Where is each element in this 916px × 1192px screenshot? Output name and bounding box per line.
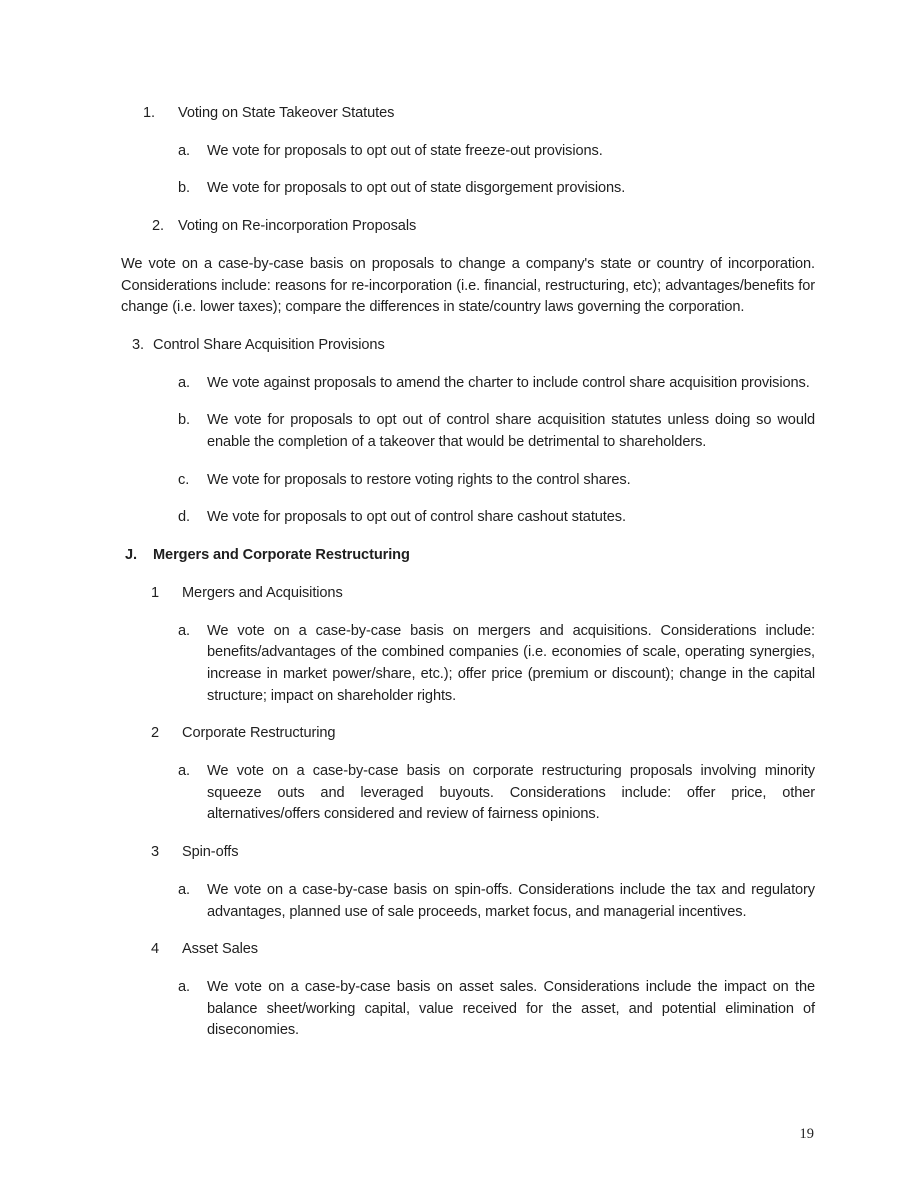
list-item-marker: a. (178, 881, 190, 898)
list-item-text: Voting on State Takeover Statutes (178, 105, 395, 121)
list-item-marker: a. (178, 142, 190, 159)
section-heading (121, 545, 815, 567)
paragraph: We vote on a case-by-case basis on proposals to change a company's state or country of incorporation. Considerations include: reasons for re-incorporation (i.e. financial, restructuring, etc); advantages/benefits for change (i.e. lower taxes); compare the differences in state/country laws governing the corporation. (121, 255, 815, 316)
list-item-text: We vote for proposals to restore voting rights to the control shares. (207, 471, 631, 488)
list-item-marker: 3 (151, 844, 160, 861)
list-item-marker: 4 (151, 941, 160, 958)
list-item-text: We vote for proposals to opt out of state disgorgement provisions. (207, 180, 626, 197)
list-item-text: We vote for proposals to opt out of state freeze-out provisions. (207, 142, 603, 159)
section-heading-text: Mergers and Corporate Restructuring (153, 547, 410, 564)
list-item-text: We vote on a case-by-case basis on mergers and acquisitions. Considerations include: benefits/advantages of the combined companies (i.e. economies of scale, operating synergies, increase in market power/share, etc.); offer price (premium or discount); change in the capital structure; impact on shareholder rights. (207, 622, 815, 704)
list-item (121, 410, 815, 453)
list-item-text: We vote against proposals to amend the charter to include control share acquisition provisions. (207, 374, 810, 391)
list-item (121, 621, 815, 708)
document-body (121, 103, 815, 1058)
list-item-marker: c. (178, 471, 190, 488)
list-item-text: We vote on a case-by-case basis on asset sales. Considerations include the impact on the balance sheet/working capital, value received for the asset, and potential elimination of diseconomies. (207, 978, 815, 1039)
list-item-text: Mergers and Acquisitions (182, 584, 343, 601)
list-item (121, 141, 815, 163)
list-item (121, 723, 815, 745)
list-item-text: We vote for proposals to opt out of control share acquisition statutes unless doing so would enable the completion of a takeover that would be detrimental to shareholders. (207, 412, 815, 451)
list-item-text: We vote on a case-by-case basis on spin-offs. Considerations include the tax and regulatory advantages, planned use of sale proceeds, market focus, and managerial incentives. (207, 881, 815, 920)
list-item (121, 216, 815, 238)
list-item (121, 939, 815, 961)
list-item (121, 880, 815, 923)
list-item-marker: 1 (151, 584, 160, 601)
section-heading-marker: J. (125, 547, 137, 564)
list-item (121, 842, 815, 864)
list-item (121, 373, 815, 395)
list-item-text: Spin-offs (182, 844, 239, 861)
list-item-marker: a. (178, 763, 190, 780)
list-item-text: We vote for proposals to opt out of control share cashout statutes. (207, 509, 626, 526)
list-item-text: Voting on Re-incorporation Proposals (178, 218, 417, 235)
list-item (121, 103, 815, 125)
list-item-marker: d. (178, 509, 190, 526)
list-item (121, 470, 815, 492)
list-item-text: Asset Sales (182, 941, 258, 958)
list-item-marker: a. (178, 622, 190, 639)
list-item-marker: 1. (143, 105, 155, 121)
list-item-marker: b. (178, 412, 190, 429)
list-item (121, 178, 815, 200)
list-item-text: Control Share Acquisition Provisions (153, 336, 385, 353)
page-number: 19 (799, 1126, 814, 1142)
list-item-marker: 3. (132, 336, 144, 353)
list-item (121, 977, 815, 1042)
list-item-marker: a. (178, 978, 190, 995)
list-item-marker: 2. (152, 218, 164, 235)
list-item (121, 761, 815, 826)
list-item-marker: b. (178, 180, 190, 197)
list-item-text: We vote on a case-by-case basis on corporate restructuring proposals involving minority squeeze outs and leveraged buyouts. Considerations include: offer price, other alternatives/offers considered and review of fairness opinions. (207, 763, 815, 823)
list-item (121, 507, 815, 529)
list-item-marker: 2 (151, 725, 160, 742)
list-item (121, 335, 815, 357)
list-item-text: Corporate Restructuring (182, 725, 336, 742)
list-item-marker: a. (178, 374, 190, 391)
list-item (121, 583, 815, 605)
